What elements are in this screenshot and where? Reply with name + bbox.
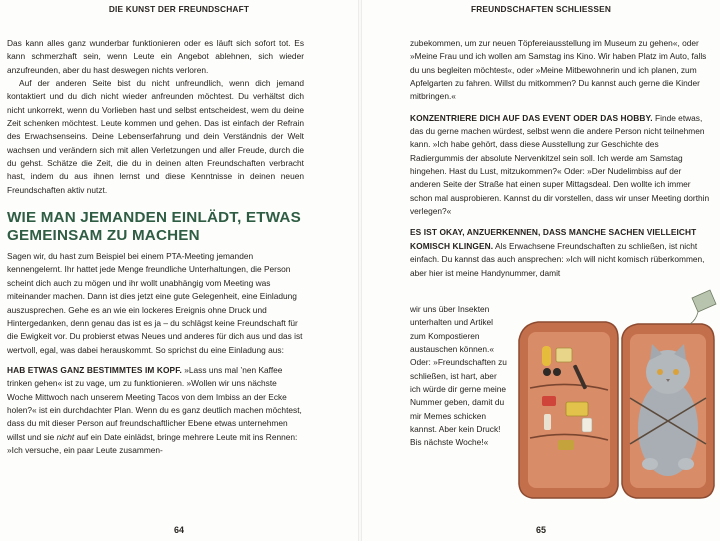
tip-heading: KONZENTRIERE DICH AUF DAS EVENT ODER DAS HOBBY.: [410, 112, 653, 123]
cat-paw: [642, 458, 658, 470]
tip-paragraph: [7, 364, 304, 457]
left-section-body: [7, 250, 304, 457]
tip-body-cont: auf ein Date einlädst, bringe mehrere Leute mit ins Rennen: »Ich versuche, ein paar Leute zusammen-: [7, 431, 298, 455]
wrapped-text: wir uns über Insekten unterhalten und Artikel zum Kompostieren austauschen können.« Oder: »Freundschaften zu schließen, ist hart, aber ich würde dir gerne meine Nummer geben, damit du mir Memes schicken kannst. Aber kein Druck! Bis nächste Woche!«: [410, 304, 507, 448]
cat-paw: [678, 458, 694, 470]
left-text-block: [7, 37, 304, 197]
banana-item: [542, 346, 551, 366]
right-text-block: [410, 37, 714, 280]
tag-item: [542, 396, 556, 406]
page-number-right: 65: [535, 525, 546, 535]
jar-item: [582, 418, 592, 432]
left-page: [0, 0, 358, 541]
item-small: [558, 440, 574, 450]
paragraph: zubekommen, um zur neuen Töpfereiausstellung im Museum zu gehen«, oder »Meine Frau und ich wollen am Samstag ins Kino. Wir haben Platz im Auto, falls du uns begleiten möchtest«, oder »Meine Mitbewohnerin und ich planen, zum Apfelgarten zu fahren. Willst du mitkommen? Du kannst auch gerne die Kinder mitbringen.«: [410, 38, 707, 102]
running-head-right: FREUNDSCHAFTEN SCHLIESSEN: [470, 4, 612, 14]
suitcase-cat-illustration: [514, 268, 719, 508]
cat-eye: [673, 369, 679, 375]
tip-body: Als Erwachsene Freundschaften zu schließen, ist nicht einfach. Du kannst das auch ansprechen: »Ich will nicht komisch rüberkommen, aber hier ist meine Handynummer, damit: [410, 240, 705, 278]
paragraph: Auf der anderen Seite bist du nicht unfreundlich, wenn dich jemand kontaktiert und du dich nicht wieder anfreunden möchtest. Du verhältst dich nicht unkorrekt, wenn du Vorlieben hast und selbst entscheidest, wem du deine Zeit schenken möchtest. Leute kommen und gehen. Das ist einfach der Refrain des Erwachsenseins. Deine Lebenserfahrung und dein Verständnis der Welt wachsen und verändern sich mit allen Verletzungen und aller Freude, durch die du gehst. Schätze die Zeit, die du in deinen alten Freundschaften verbracht hast, indem du aus ihnen lernst und diese Kenntnisse in deinen neuen Freundschaften aktiv nutzt.: [7, 78, 304, 195]
right-page: [362, 0, 720, 541]
page-number-left: 64: [173, 525, 184, 535]
tip-paragraph: [410, 112, 714, 219]
paragraph: Sagen wir, du hast zum Beispiel bei einem PTA-Meeting jemanden kennengelernt. Ihr hattet jede Menge freundliche Unterhaltungen, die Person scheint dich auch zu mögen und ihr wollt unabhängig vom Meeting was miteinander machen. Dann ist dies jetzt eine gute Gelegenheit, eine Einladung auszusprechen. Gehe es an wie ein lockeres Ereignis ohne Druck und Hintergedanken, denn genau das ist es ja – du schlägst keine Freundschaft für die Ewigkeit vor. Du probierst etwas Neues und anderes für dich aus und das ist wertvoll, egal, was dabei herauskommt. So sprichst du eine Einladung aus:: [7, 251, 303, 355]
running-head-left: DIE KUNST DER FREUNDSCHAFT: [108, 4, 250, 14]
tag-string: [690, 312, 698, 324]
bottle-item: [544, 414, 551, 430]
card-item: [556, 348, 572, 362]
cat-eye: [657, 369, 663, 375]
sunglasses-item: [553, 368, 561, 376]
emphasis: nicht: [56, 431, 75, 442]
right-column: [410, 37, 714, 280]
paragraph: Das kann alles ganz wunderbar funktionieren oder es läuft sich sofort tot. Es kann schmerzhaft sein, wenn Leute ein Angebot ablehnen, sich wieder anzufreunden, aber du hast deswegen nichts verloren.: [7, 38, 304, 75]
box-item: [566, 402, 588, 416]
section-heading: WIE MAN JEMANDEN EINLÄDT, ETWAS GEMEINSAM ZU MACHEN: [7, 209, 301, 244]
tip-body: »Lass uns mal ’nen Kaffee trinken gehen« ist zu vage, um zu funktionieren. »Wollen wir uns nächste Woche Mittwoch nach unserem Meeting Tacos von dem Imbiss an der Ecke holen?« ist ein durchdachter Plan. Wenn du es ganz deutlich machen möchtest, dass du mit dieser Person auf freundschaftlicher Ebene etwas unternehmen willst und sie: [7, 364, 302, 442]
sunglasses-item: [543, 368, 551, 376]
luggage-tag: [692, 290, 716, 312]
tip-body: Finde etwas, das du gerne machen würdest, selbst wenn die andere Person nicht teilnehmen kann. »Ich habe gehört, dass diese Ausstellung zur Geschichte des Radiergummis der absolute Nervenkitzel sein soll. Ich werde am Samstag hingehen. Hast du Lust, mitzukommen?« Oder: »Der Nudelimbiss auf der anderen Seite der Straße hat einen super Mittagsdeal. Den wollte ich immer schon mal ausprobieren. Kannst du dir vorstellen, dass wir unser Meeting dorthin verlegen?«: [410, 112, 710, 217]
tip-heading: ES IST OKAY, ANZUERKENNEN, DASS MANCHE SACHEN VIELLEICHT KOMISCH KLINGEN.: [410, 227, 697, 251]
tip-heading: HAB ETWAS GANZ BESTIMMTES IM KOPF.: [7, 364, 182, 375]
left-column: [7, 37, 304, 457]
